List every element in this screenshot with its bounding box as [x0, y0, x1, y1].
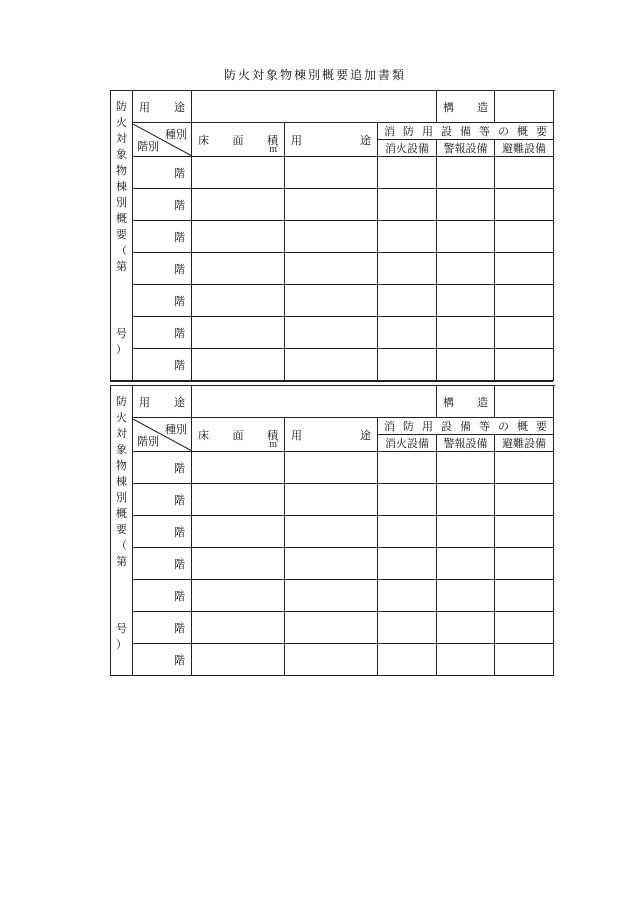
floor-row — [111, 189, 554, 221]
floor-area-header — [192, 123, 285, 157]
floor-cell[interactable] — [133, 189, 192, 221]
floor-suffix: 階 — [174, 198, 185, 212]
side-label-char: 物 — [116, 459, 127, 472]
extinguishing-cell[interactable] — [378, 349, 437, 381]
side-label-char: 要 — [116, 523, 127, 536]
building-summary-table — [110, 385, 554, 676]
type-floor-header — [133, 418, 192, 452]
floor-row — [111, 644, 554, 676]
floor-cell[interactable] — [133, 580, 192, 612]
side-label-char: 物 — [116, 164, 127, 177]
alarm-cell[interactable] — [437, 189, 495, 221]
evacuation-cell[interactable] — [495, 285, 554, 317]
side-label-char: 防 — [116, 100, 127, 113]
side-label-char: 棟 — [116, 180, 127, 193]
extinguishing-cell[interactable] — [378, 253, 437, 285]
side-label-char: 第 — [116, 555, 127, 568]
floor-area-cell[interactable] — [192, 253, 285, 285]
structure-input[interactable] — [495, 91, 554, 123]
alarm-cell[interactable] — [437, 253, 495, 285]
use-input[interactable] — [192, 91, 437, 123]
floor-area-cell[interactable] — [192, 285, 285, 317]
alarm-cell[interactable] — [437, 612, 495, 644]
floor-label: 階別 — [137, 434, 159, 448]
extinguishing-cell[interactable] — [378, 317, 437, 349]
extinguishing-cell[interactable] — [378, 189, 437, 221]
floor-row — [111, 221, 554, 253]
floor-label: 階別 — [137, 139, 159, 153]
floor-row — [111, 612, 554, 644]
evacuation-cell[interactable] — [495, 349, 554, 381]
alarm-cell[interactable] — [437, 349, 495, 381]
floor-cell[interactable] — [133, 452, 192, 484]
structure-label-cell — [437, 91, 495, 123]
use-cell[interactable] — [285, 349, 378, 381]
floor-row — [111, 157, 554, 189]
floor-area-label: 床 面 積 — [198, 133, 278, 147]
use-col-header — [285, 418, 378, 452]
floor-cell[interactable] — [133, 253, 192, 285]
floor-suffix: 階 — [174, 326, 185, 340]
use-col-label: 用 途 — [291, 428, 371, 442]
evacuation-cell[interactable] — [495, 221, 554, 253]
floor-suffix: 階 — [174, 621, 185, 635]
use-cell[interactable] — [285, 548, 378, 580]
building-summary-table — [110, 90, 554, 381]
alarm-header: 警報設備 — [437, 435, 495, 452]
evacuation-cell[interactable] — [495, 516, 554, 548]
floor-suffix: 階 — [174, 493, 185, 507]
fire-equipment-header — [378, 418, 554, 435]
floor-area-cell[interactable] — [192, 317, 285, 349]
building-summary-block-1 — [110, 90, 553, 381]
side-label-char: 対 — [116, 132, 127, 145]
side-label-char: 対 — [116, 427, 127, 440]
fire-equipment-label: 消 防 用 設 備 等 の 概 要 — [384, 125, 547, 138]
use-cell[interactable] — [285, 612, 378, 644]
floor-suffix: 階 — [174, 294, 185, 308]
extinguishing-header: 消火設備 — [378, 435, 437, 452]
floor-row — [111, 253, 554, 285]
extinguishing-cell[interactable] — [378, 580, 437, 612]
floor-suffix: 階 — [174, 358, 185, 372]
alarm-cell[interactable] — [437, 548, 495, 580]
floor-cell[interactable] — [133, 612, 192, 644]
evacuation-cell[interactable] — [495, 157, 554, 189]
extinguishing-cell[interactable] — [378, 221, 437, 253]
evacuation-cell[interactable] — [495, 484, 554, 516]
side-label-char: 象 — [116, 443, 127, 456]
alarm-cell[interactable] — [437, 484, 495, 516]
floor-area-cell[interactable] — [192, 221, 285, 253]
use-col-header — [285, 123, 378, 157]
extinguishing-cell[interactable] — [378, 516, 437, 548]
floor-area-cell[interactable] — [192, 452, 285, 484]
floor-area-unit: ㎡ — [268, 144, 278, 155]
structure-input[interactable] — [495, 386, 554, 418]
floor-suffix: 階 — [174, 557, 185, 571]
side-label-char: 別 — [116, 491, 127, 504]
floor-area-cell[interactable] — [192, 612, 285, 644]
use-cell[interactable] — [285, 580, 378, 612]
side-label-char: ） — [116, 638, 127, 651]
use-label-cell — [133, 91, 192, 123]
floor-area-cell[interactable] — [192, 516, 285, 548]
use-label-cell — [133, 386, 192, 418]
side-label-char: 棟 — [116, 475, 127, 488]
evacuation-cell[interactable] — [495, 548, 554, 580]
floor-row — [111, 516, 554, 548]
evacuation-header: 避難設備 — [495, 140, 554, 157]
extinguishing-header: 消火設備 — [378, 140, 437, 157]
floor-row — [111, 349, 554, 381]
structure-label: 構 造 — [443, 395, 489, 409]
side-label-char: 号 — [116, 327, 127, 340]
use-cell[interactable] — [285, 157, 378, 189]
structure-label: 構 造 — [443, 100, 489, 114]
evacuation-cell[interactable] — [495, 452, 554, 484]
floor-area-cell[interactable] — [192, 349, 285, 381]
use-cell[interactable] — [285, 189, 378, 221]
alarm-cell[interactable] — [437, 452, 495, 484]
alarm-cell[interactable] — [437, 221, 495, 253]
type-label: 種別 — [165, 422, 187, 436]
side-label-char: 火 — [116, 116, 127, 129]
floor-suffix: 階 — [174, 262, 185, 276]
side-label-char: 象 — [116, 148, 127, 161]
extinguishing-cell[interactable] — [378, 285, 437, 317]
side-label-char: （ — [116, 539, 127, 552]
alarm-cell[interactable] — [437, 157, 495, 189]
floor-cell[interactable] — [133, 317, 192, 349]
side-label-char: ） — [116, 343, 127, 356]
side-label-char: 別 — [116, 196, 127, 209]
evacuation-cell[interactable] — [495, 644, 554, 676]
extinguishing-cell[interactable] — [378, 484, 437, 516]
document-title: 防火対象物棟別概要追加書類 — [223, 68, 406, 82]
side-label-char: 火 — [116, 411, 127, 424]
floor-area-label: 床 面 積 — [198, 428, 278, 442]
floor-area-cell[interactable] — [192, 157, 285, 189]
use-cell[interactable] — [285, 484, 378, 516]
floor-suffix: 階 — [174, 166, 185, 180]
use-col-label: 用 途 — [291, 133, 371, 147]
evacuation-cell[interactable] — [495, 580, 554, 612]
floor-row — [111, 548, 554, 580]
use-cell[interactable] — [285, 285, 378, 317]
use-cell[interactable] — [285, 452, 378, 484]
floor-suffix: 階 — [174, 230, 185, 244]
side-label-char: 号 — [116, 622, 127, 635]
floor-cell[interactable] — [133, 644, 192, 676]
floor-cell[interactable] — [133, 516, 192, 548]
extinguishing-cell[interactable] — [378, 548, 437, 580]
evacuation-cell[interactable] — [495, 189, 554, 221]
building-summary-block-2 — [110, 385, 553, 676]
side-label-char: 概 — [116, 212, 127, 225]
floor-area-cell[interactable] — [192, 644, 285, 676]
evacuation-cell[interactable] — [495, 253, 554, 285]
side-label-char: 防 — [116, 395, 127, 408]
extinguishing-cell[interactable] — [378, 644, 437, 676]
evacuation-cell[interactable] — [495, 612, 554, 644]
floor-cell[interactable] — [133, 484, 192, 516]
alarm-cell[interactable] — [437, 317, 495, 349]
use-label: 用 途 — [139, 100, 185, 114]
type-floor-header — [133, 123, 192, 157]
use-input[interactable] — [192, 386, 437, 418]
extinguishing-cell[interactable] — [378, 452, 437, 484]
side-label-char: 第 — [116, 260, 127, 273]
evacuation-header: 避難設備 — [495, 435, 554, 452]
use-label: 用 途 — [139, 395, 185, 409]
floor-area-cell[interactable] — [192, 548, 285, 580]
floor-suffix: 階 — [174, 461, 185, 475]
side-label-char: （ — [116, 244, 127, 257]
side-label-char: 要 — [116, 228, 127, 241]
use-cell[interactable] — [285, 516, 378, 548]
alarm-cell[interactable] — [437, 580, 495, 612]
floor-row — [111, 317, 554, 349]
floor-area-cell[interactable] — [192, 189, 285, 221]
structure-label-cell — [437, 386, 495, 418]
side-label — [111, 91, 133, 381]
floor-row — [111, 580, 554, 612]
alarm-cell[interactable] — [437, 285, 495, 317]
floor-row — [111, 484, 554, 516]
floor-cell[interactable] — [133, 285, 192, 317]
floor-area-unit: ㎡ — [268, 439, 278, 450]
floor-area-cell[interactable] — [192, 580, 285, 612]
evacuation-cell[interactable] — [495, 317, 554, 349]
type-label: 種別 — [165, 127, 187, 141]
floor-cell[interactable] — [133, 349, 192, 381]
alarm-cell[interactable] — [437, 516, 495, 548]
floor-area-header — [192, 418, 285, 452]
floor-suffix: 階 — [174, 525, 185, 539]
floor-area-cell[interactable] — [192, 484, 285, 516]
use-cell[interactable] — [285, 253, 378, 285]
alarm-cell[interactable] — [437, 644, 495, 676]
floor-suffix: 階 — [174, 653, 185, 667]
use-cell[interactable] — [285, 317, 378, 349]
floor-suffix: 階 — [174, 589, 185, 603]
floor-row — [111, 452, 554, 484]
floor-cell[interactable] — [133, 548, 192, 580]
fire-equipment-header — [378, 123, 554, 140]
side-label-char: 概 — [116, 507, 127, 520]
extinguishing-cell[interactable] — [378, 612, 437, 644]
fire-equipment-label: 消 防 用 設 備 等 の 概 要 — [384, 420, 547, 433]
use-cell[interactable] — [285, 221, 378, 253]
use-cell[interactable] — [285, 644, 378, 676]
alarm-header: 警報設備 — [437, 140, 495, 157]
side-label — [111, 386, 133, 676]
floor-cell[interactable] — [133, 221, 192, 253]
floor-row — [111, 285, 554, 317]
extinguishing-cell[interactable] — [378, 157, 437, 189]
floor-cell[interactable] — [133, 157, 192, 189]
